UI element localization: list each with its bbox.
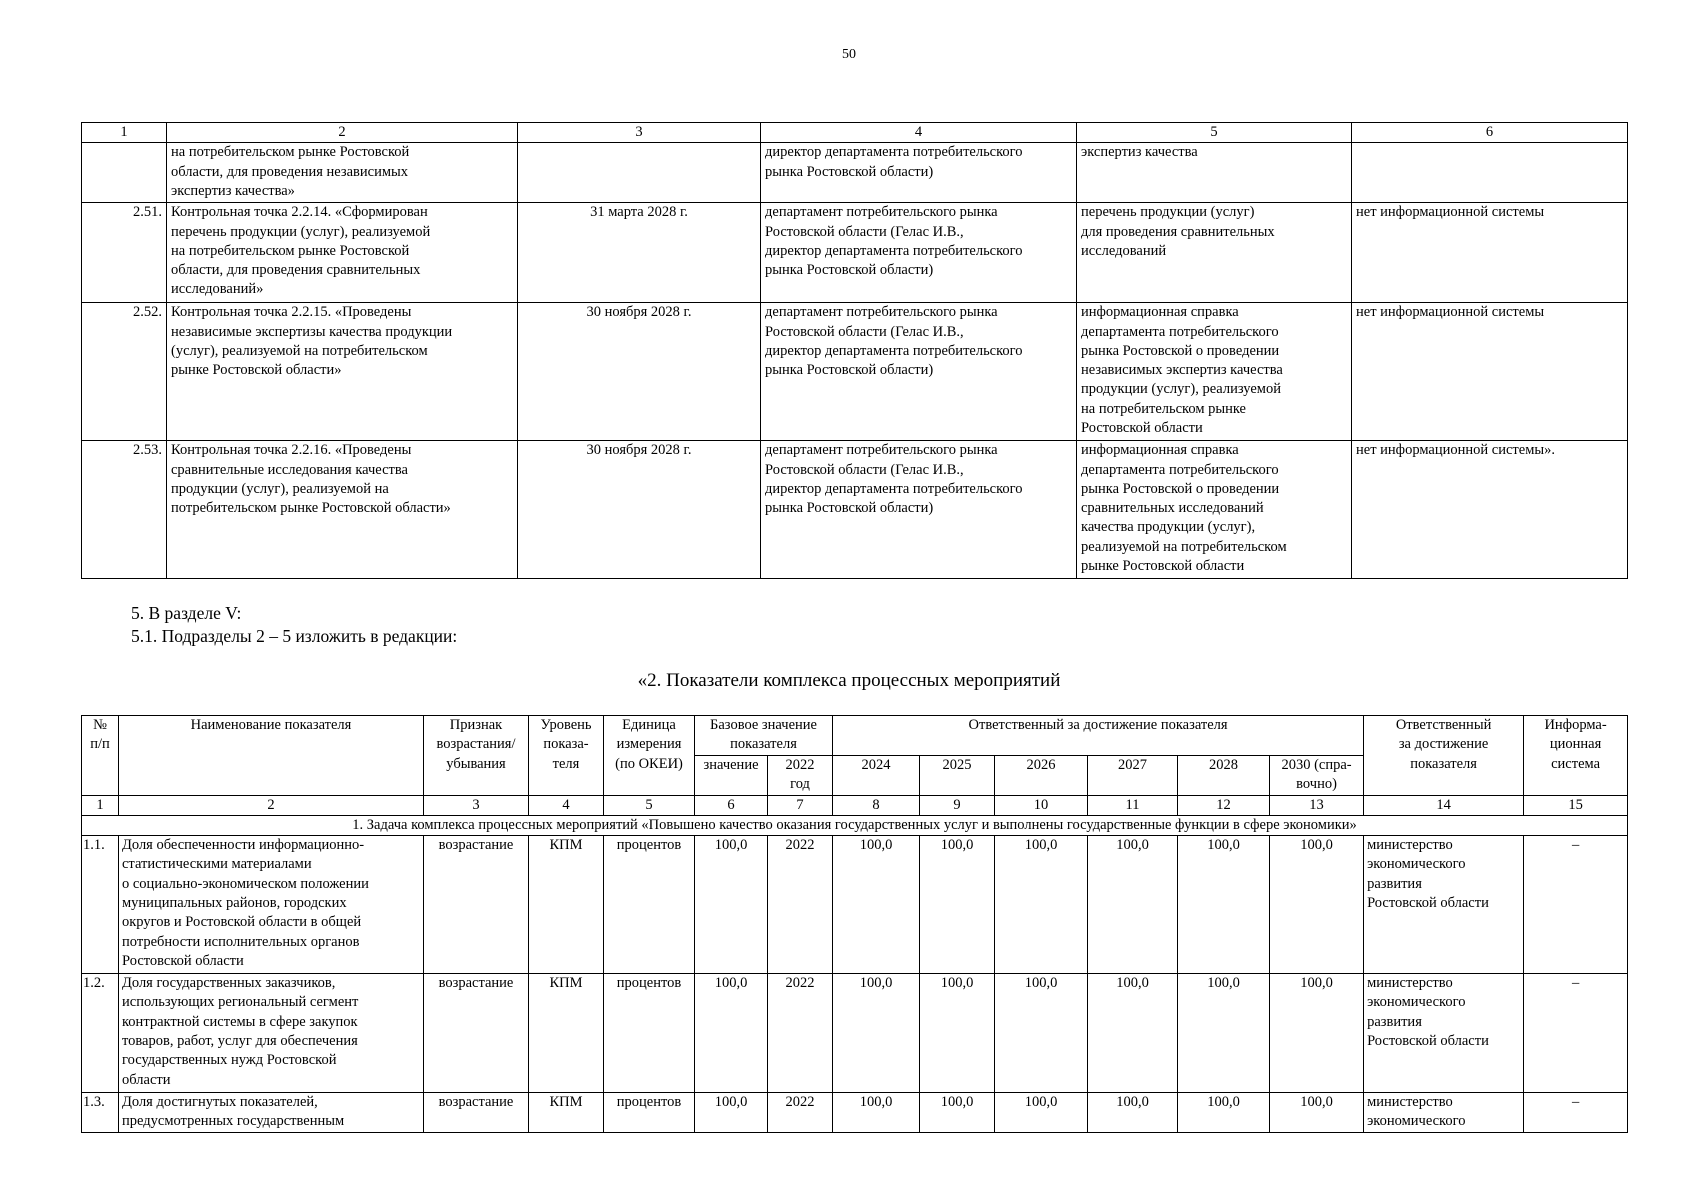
column-numbers-row <box>82 795 1628 815</box>
header-year: 2027 <box>1088 755 1178 795</box>
year-value: 100,0 <box>1270 836 1364 974</box>
indicator-level: КПМ <box>529 836 604 974</box>
year-value: 100,0 <box>920 836 995 974</box>
header-year: 2026 <box>995 755 1088 795</box>
column-number: 10 <box>995 795 1088 815</box>
page-number: 50 <box>842 47 856 62</box>
column-number: 1 <box>82 123 167 143</box>
header-year: 2028 <box>1178 755 1270 795</box>
due-date: 31 марта 2028 г. <box>518 203 761 303</box>
control-point-name: Контрольная точка 2.2.16. «Проведены сравнительные исследования качества продукции (услуг), реализуемой на потребительском рынке Ростовской области» <box>167 441 518 579</box>
control-point-name: на потребительском рынке Ростовской области, для проведения независимых экспертиз качества» <box>167 143 518 203</box>
info-system: – <box>1524 1093 1628 1133</box>
column-number: 4 <box>529 795 604 815</box>
section-heading: «2. Показатели комплекса процессных мероприятий <box>637 670 1061 691</box>
responsible-body: министерство экономического <box>1364 1093 1524 1133</box>
year-value: 100,0 <box>995 1093 1088 1133</box>
info-system: – <box>1524 974 1628 1093</box>
year-value: 100,0 <box>833 974 920 1093</box>
column-number: 8 <box>833 795 920 815</box>
control-point-name: Контрольная точка 2.2.15. «Проведены независимые экспертизы качества продукции (услуг), реализуемой на потребительском рынке Ростовской области» <box>167 303 518 441</box>
column-number: 12 <box>1178 795 1270 815</box>
header-year: 2030 (спра- вочно) <box>1270 755 1364 795</box>
year-value: 100,0 <box>833 836 920 974</box>
year-value: 100,0 <box>833 1093 920 1133</box>
header-level: Уровень показа- теля <box>529 716 604 796</box>
table-row <box>82 143 1628 203</box>
base-year: 2022 <box>768 1093 833 1133</box>
column-number: 7 <box>768 795 833 815</box>
header-indicator-name: Наименование показателя <box>119 716 424 796</box>
responsible-executor: департамент потребительского рынка Ростовской области (Гелас И.В., директор департамента потребительского рынка Ростовской области) <box>761 203 1077 303</box>
row-number <box>82 143 167 203</box>
responsible-executor: департамент потребительского рынка Ростовской области (Гелас И.В., директор департамента потребительского рынка Ростовской области) <box>761 303 1077 441</box>
year-value: 100,0 <box>1178 1093 1270 1133</box>
base-value: 100,0 <box>695 836 768 974</box>
column-number: 9 <box>920 795 995 815</box>
info-system: – <box>1524 836 1628 974</box>
header-row <box>82 716 1628 736</box>
header-base-value: Базовое значение показателя <box>695 716 833 756</box>
row-number: 1.1. <box>82 836 119 974</box>
information-system <box>1352 143 1628 203</box>
table-row <box>82 974 1628 1093</box>
row-number: 1.2. <box>82 974 119 1093</box>
due-date <box>518 143 761 203</box>
base-value: 100,0 <box>695 1093 768 1133</box>
year-value: 100,0 <box>995 974 1088 1093</box>
task-title: 1. Задача комплекса процессных мероприятий «Повышено качество оказания государственных услуг и выполнены государственные функции в сфере экономики» <box>82 815 1628 835</box>
column-number: 5 <box>604 795 695 815</box>
header-base-year: 2022 год <box>768 755 833 795</box>
column-number: 3 <box>424 795 529 815</box>
column-number: 14 <box>1364 795 1524 815</box>
header-year: 2024 <box>833 755 920 795</box>
year-value: 100,0 <box>1270 974 1364 1093</box>
control-points-table <box>81 122 1628 579</box>
column-number: 2 <box>167 123 518 143</box>
year-value: 100,0 <box>1088 836 1178 974</box>
header-info-system: Информа- ционная система <box>1524 716 1628 796</box>
year-value: 100,0 <box>1178 974 1270 1093</box>
information-system: нет информационной системы <box>1352 303 1628 441</box>
header-year: 2025 <box>920 755 995 795</box>
table-row <box>82 441 1628 579</box>
column-number: 3 <box>518 123 761 143</box>
due-date: 30 ноября 2028 г. <box>518 303 761 441</box>
row-number: 2.52. <box>82 303 167 441</box>
information-system: нет информационной системы <box>1352 203 1628 303</box>
task-row <box>82 815 1628 835</box>
row-number: 2.53. <box>82 441 167 579</box>
table-row <box>82 203 1628 303</box>
column-number: 15 <box>1524 795 1628 815</box>
confirming-document: перечень продукции (услуг) для проведения сравнительных исследований <box>1077 203 1352 303</box>
column-number: 4 <box>761 123 1077 143</box>
year-value: 100,0 <box>1088 974 1178 1093</box>
header-unit: Единица измерения (по ОКЕИ) <box>604 716 695 796</box>
trend-sign: возрастание <box>424 836 529 974</box>
base-year: 2022 <box>768 836 833 974</box>
confirming-document: экспертиз качества <box>1077 143 1352 203</box>
year-value: 100,0 <box>920 974 995 1093</box>
row-number: 1.3. <box>82 1093 119 1133</box>
column-number: 5 <box>1077 123 1352 143</box>
row-number: 2.51. <box>82 203 167 303</box>
indicator-level: КПМ <box>529 974 604 1093</box>
indicator-name: Доля государственных заказчиков, использующих региональный сегмент контрактной системы в сфере закупок товаров, работ, услуг для обеспечения государственных нужд Ростовской области <box>119 974 424 1093</box>
table-header-row <box>82 123 1628 143</box>
section-instruction: 5. В разделе V: <box>131 603 242 623</box>
responsible-executor: департамент потребительского рынка Ростовской области (Гелас И.В., директор департамента потребительского рынка Ростовской области) <box>761 441 1077 579</box>
trend-sign: возрастание <box>424 1093 529 1133</box>
trend-sign: возрастание <box>424 974 529 1093</box>
table-row <box>82 1093 1628 1133</box>
year-value: 100,0 <box>1270 1093 1364 1133</box>
base-value: 100,0 <box>695 974 768 1093</box>
unit: процентов <box>604 836 695 974</box>
header-base-value-value: значение <box>695 755 768 795</box>
unit: процентов <box>604 1093 695 1133</box>
column-number: 1 <box>82 795 119 815</box>
information-system: нет информационной системы». <box>1352 441 1628 579</box>
base-year: 2022 <box>768 974 833 1093</box>
column-number: 13 <box>1270 795 1364 815</box>
header-trend-sign: Признак возрастания/ убывания <box>424 716 529 796</box>
responsible-body: министерство экономического развития Ростовской области <box>1364 836 1524 974</box>
due-date: 30 ноября 2028 г. <box>518 441 761 579</box>
unit: процентов <box>604 974 695 1093</box>
indicator-level: КПМ <box>529 1093 604 1133</box>
year-value: 100,0 <box>995 836 1088 974</box>
control-point-name: Контрольная точка 2.2.14. «Сформирован перечень продукции (услуг), реализуемой на потребительском рынке Ростовской области, для проведения сравнительных исследований» <box>167 203 518 303</box>
subsection-instruction: 5.1. Подразделы 2 – 5 изложить в редакции: <box>131 626 458 646</box>
column-number: 6 <box>1352 123 1628 143</box>
column-number: 6 <box>695 795 768 815</box>
header-responsible: Ответственный за достижение показателя <box>1364 716 1524 796</box>
column-number: 11 <box>1088 795 1178 815</box>
responsible-executor: директор департамента потребительского рынка Ростовской области) <box>761 143 1077 203</box>
indicator-name: Доля достигнутых показателей, предусмотренных государственным <box>119 1093 424 1133</box>
confirming-document: информационная справка департамента потребительского рынка Ростовской о проведении независимых экспертиз качества продукции (услуг), реализуемой на потребительском рынке Ростовской области <box>1077 303 1352 441</box>
year-value: 100,0 <box>920 1093 995 1133</box>
indicator-name: Доля обеспеченности информационно- статистическими материалами о социально-экономическом положении муниципальных районов, городских округов и Ростовской области в общей потребности исполнительных органов Ростовской области <box>119 836 424 974</box>
confirming-document: информационная справка департамента потребительского рынка Ростовской о проведении сравнительных исследований качества продукции (услуг), реализуемой на потребительском рынке Ростовской области <box>1077 441 1352 579</box>
year-value: 100,0 <box>1178 836 1270 974</box>
column-number: 2 <box>119 795 424 815</box>
table-row <box>82 303 1628 441</box>
indicators-table <box>81 715 1628 1133</box>
responsible-body: министерство экономического развития Ростовской области <box>1364 974 1524 1093</box>
table-row <box>82 836 1628 974</box>
header-responsible-group: Ответственный за достижение показателя <box>833 716 1364 756</box>
header-number: № п/п <box>82 716 119 796</box>
year-value: 100,0 <box>1088 1093 1178 1133</box>
